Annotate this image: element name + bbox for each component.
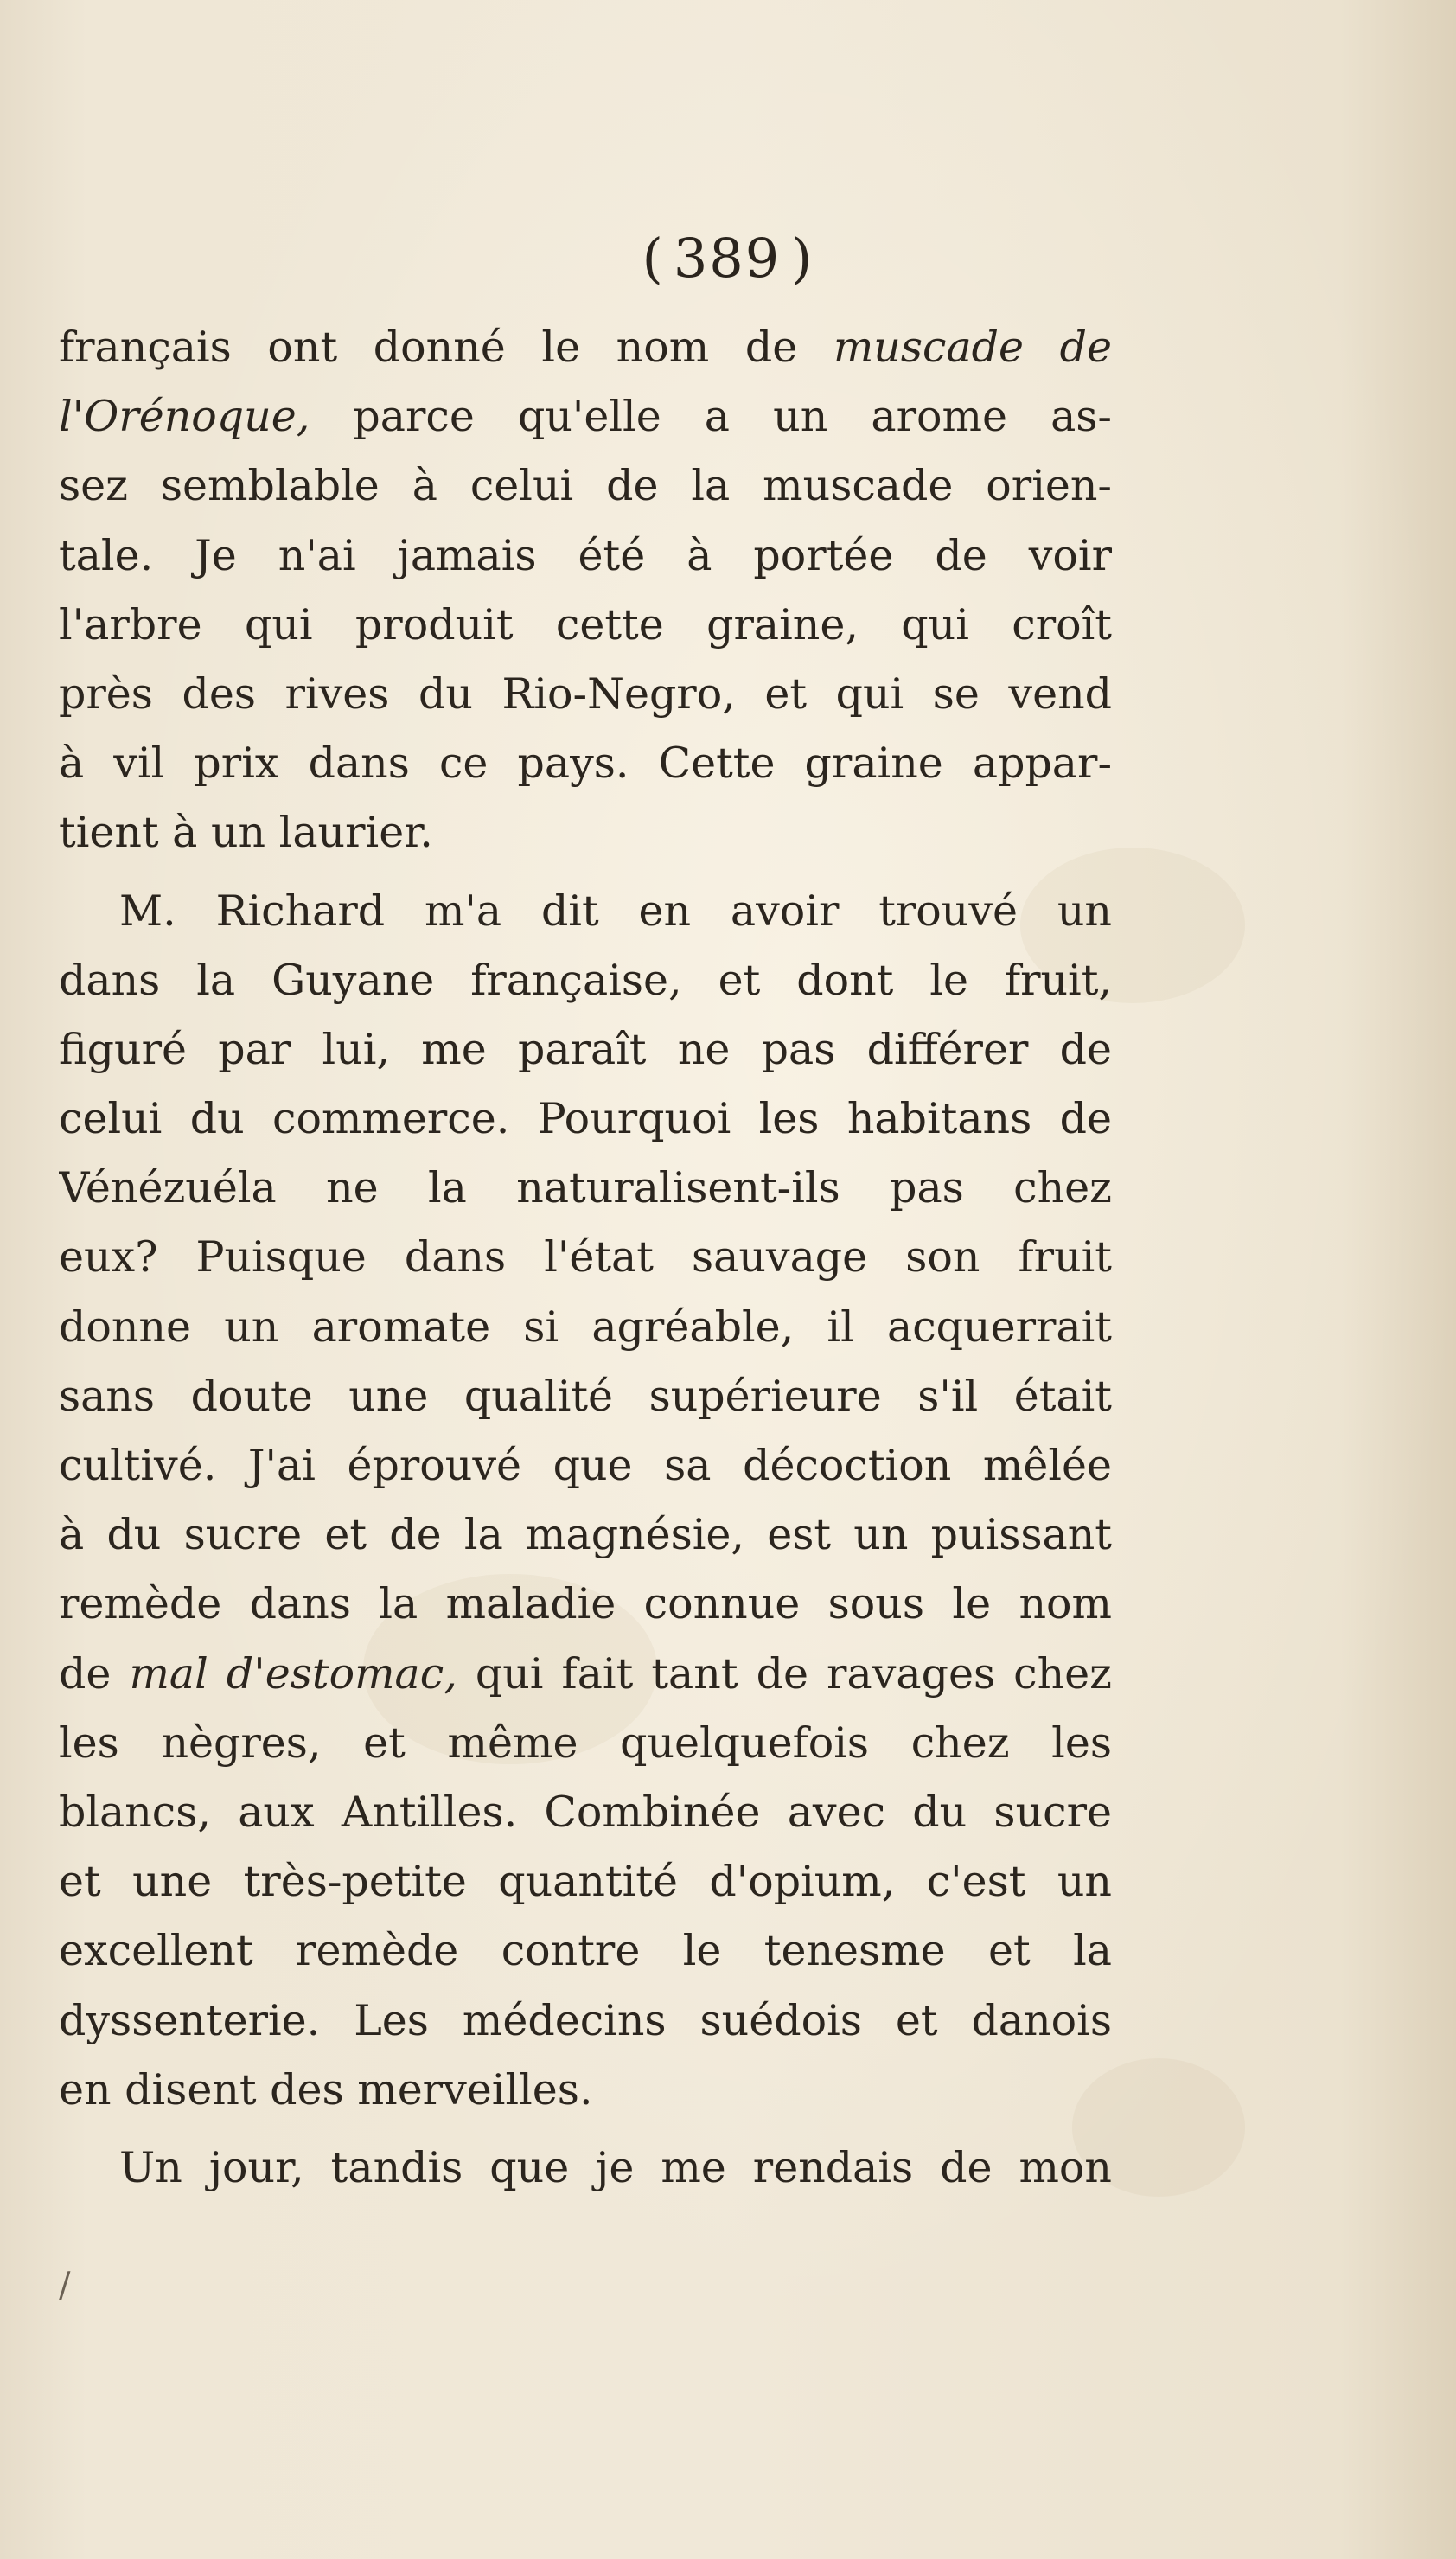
italic-term: l'Orénoque, — [59, 392, 310, 442]
text-line: cultivé. J'ai éprouvé que sa décoction mêlée — [59, 1441, 1112, 1490]
text-line: Vénézuéla ne la naturalisent-ils pas chez — [59, 1163, 1112, 1213]
text-line: tient à un laurier. — [59, 808, 433, 858]
text-span: français ont donné le nom de — [59, 323, 833, 372]
text-span: qui fait tant de ravages chez — [457, 1648, 1112, 1699]
body-text — [59, 313, 1112, 2203]
paragraph-gap — [59, 868, 1112, 877]
text-line: M. Richard m'a dit en avoir trouvé un — [119, 886, 1112, 936]
text-line: l'arbre qui produit cette graine, qui croît — [59, 599, 1112, 649]
text-line: en disent des merveilles. — [59, 2064, 593, 2114]
text-line: excellent remède contre le tenesme et la — [59, 1926, 1112, 1976]
text-line: sez semblable à celui de la muscade orien- — [59, 461, 1112, 511]
text-line: les nègres, et même quelquefois chez les — [59, 1718, 1112, 1768]
text-span: parce qu'elle a un arome as- — [310, 392, 1112, 442]
page-number: 389 — [673, 227, 782, 290]
text-line — [59, 382, 1112, 451]
page-number-header — [0, 227, 1456, 290]
page-number-open-paren: ( — [642, 227, 665, 290]
text-line: sans doute une qualité supérieure s'il était — [59, 1371, 1112, 1421]
text-line: tale. Je n'ai jamais été à portée de voir — [59, 530, 1112, 580]
text-line: près des rives du Rio-Negro, et qui se vend — [59, 669, 1112, 719]
text-line: Un jour, tandis que je me rendais de mon — [119, 2142, 1112, 2192]
text-line: dyssenterie. Les médecins suédois et danois — [59, 1995, 1112, 2045]
paragraph-gap — [59, 2125, 1112, 2134]
italic-term: muscade de — [833, 323, 1112, 372]
text-line: et une très-petite quantité d'opium, c'est un — [59, 1857, 1112, 1907]
italic-term: mal d'estomac, — [129, 1648, 457, 1699]
stray-ink-mark: / — [59, 2266, 71, 2306]
page-number-close-paren: ) — [791, 227, 814, 290]
text-line: remède dans la maladie connue sous le nom — [59, 1579, 1112, 1629]
text-line: donne un aromate si agréable, il acquerrait — [59, 1302, 1112, 1352]
text-line: figuré par lui, me paraît ne pas différer de — [59, 1024, 1112, 1074]
text-line: à vil prix dans ce pays. Cette graine appar- — [59, 739, 1112, 789]
text-line: celui du commerce. Pourquoi les habitans de — [59, 1094, 1112, 1144]
text-span: de — [59, 1648, 130, 1699]
text-line: dans la Guyane française, et dont le fruit, — [59, 955, 1112, 1005]
text-line: à du sucre et de la magnésie, est un puissant — [59, 1510, 1112, 1560]
text-line — [59, 1640, 1112, 1709]
text-line: blancs, aux Antilles. Combinée avec du sucre — [59, 1787, 1112, 1837]
text-line: eux? Puisque dans l'état sauvage son fruit — [59, 1232, 1112, 1283]
text-line — [59, 313, 1112, 382]
